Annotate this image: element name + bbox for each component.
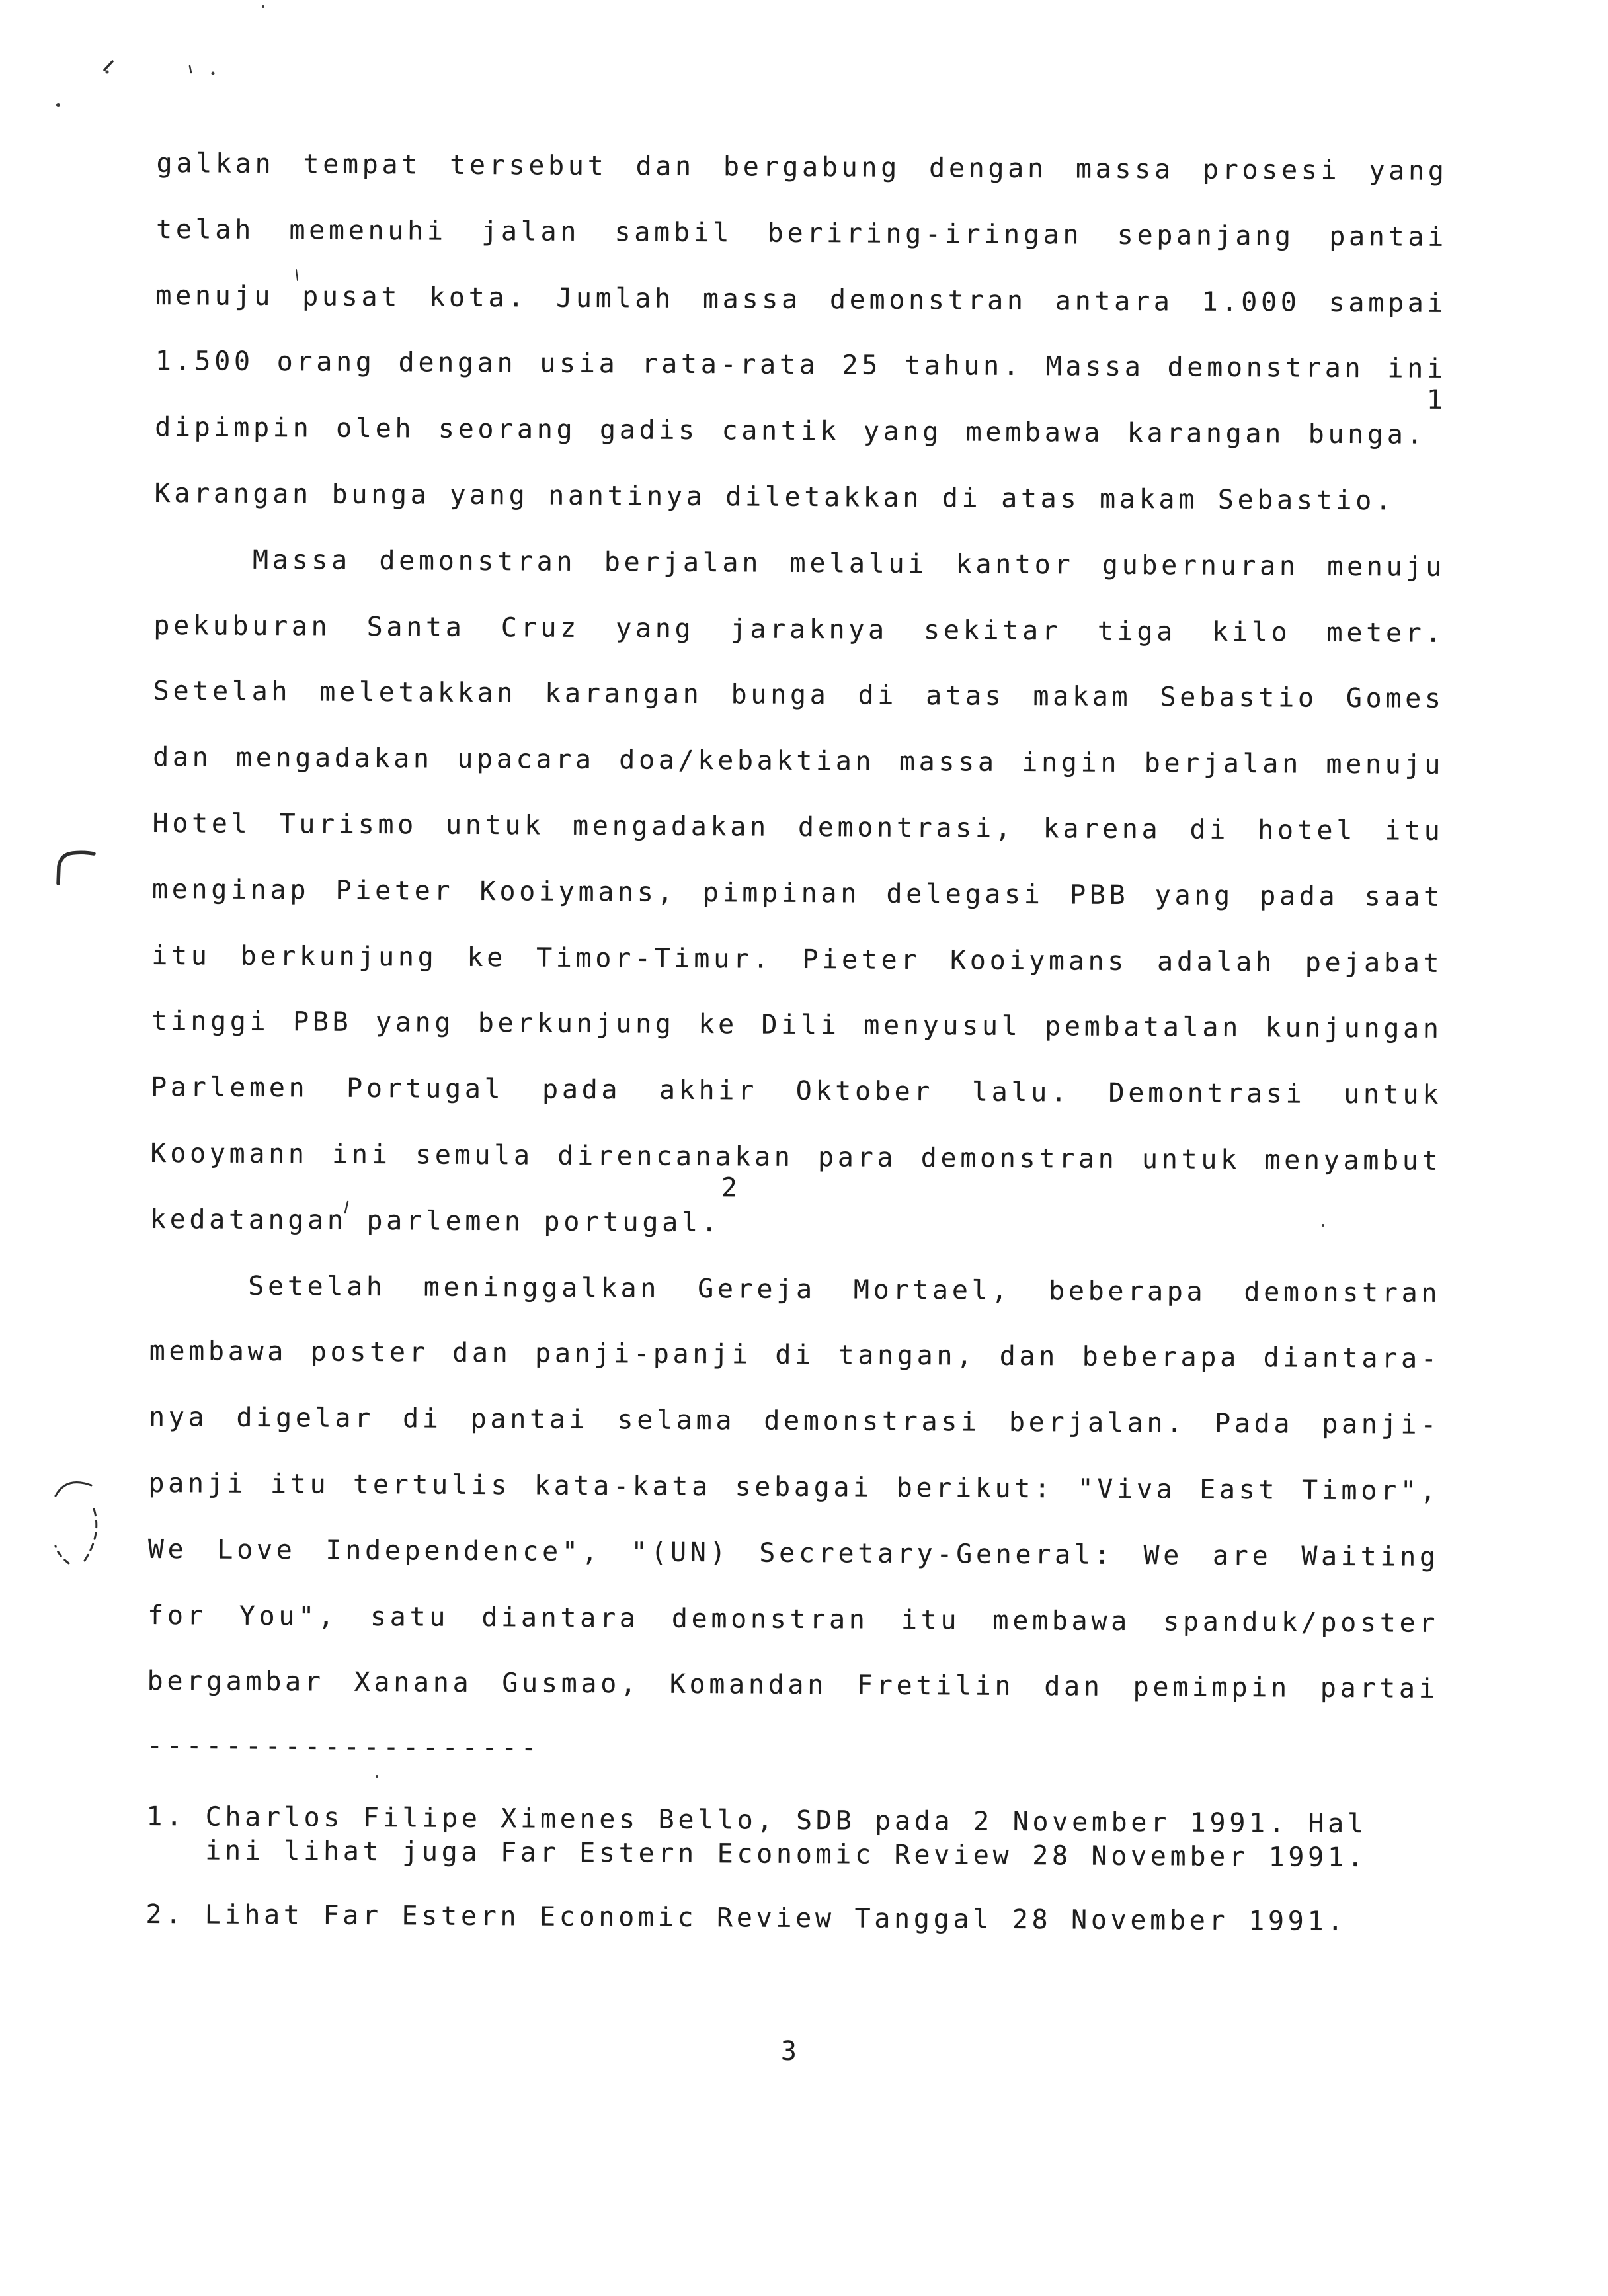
body-line: [149, 1172, 1442, 1261]
footnote-1: [146, 1800, 1438, 1875]
body-line: nya digelar di pantai selama demonstrasi berjalan. Pada panji-: [148, 1402, 1441, 1441]
page-number: 3: [780, 2035, 801, 2067]
footnote-text: [205, 1898, 1347, 1939]
body-line: Karangan bunga yang nantinya diletakkan di atas makam Sebastio.: [154, 477, 1395, 516]
body-line: Setelah meletakkan karangan bunga di atas makam Sebastio Gomes: [153, 676, 1445, 715]
body-line: bergambar Xanana Gusmao, Komandan Fretilin dan pemimpin partai: [147, 1666, 1439, 1705]
body-line: 1.500 orang dengan usia rata-rata 25 tahun. Massa demonstran ini: [155, 346, 1447, 385]
body-line: Hotel Turismo untuk mengadakan demontrasi, karena di hotel itu: [152, 807, 1444, 846]
body-line: We Love Independence", "(UN) Secretary-General: We are Waiting: [147, 1534, 1439, 1573]
body-line: Parlemen Portugal pada akhir Oktober lalu. Demontrasi untuk: [150, 1072, 1443, 1111]
body-line: Setelah meninggalkan Gereja Mortael, beberapa demonstran: [248, 1270, 1441, 1309]
body-line: menginap Pieter Kooiymans, pimpinan delegasi PBB yang pada saat: [151, 874, 1444, 913]
footnote-ref-2: 2: [721, 1172, 741, 1204]
body-line: tinggi PBB yang berkunjung ke Dili menyusul pembatalan kunjungan: [151, 1006, 1443, 1045]
body-line: itu berkunjung ke Timor-Timur. Pieter Kooiymans adalah pejabat: [151, 940, 1443, 979]
body-line: dan mengadakan upacara doa/kebaktian massa ingin berjalan menuju: [153, 742, 1445, 781]
body-line: menuju pusat kota. Jumlah massa demonstran antara 1.000 sampai: [155, 280, 1447, 319]
footnote-line: Lihat Far Estern Economic Review Tanggal 28 November 1991.: [204, 1899, 1347, 1938]
body-line: galkan tempat tersebut dan bergabung dengan massa prosesi yang: [156, 147, 1448, 186]
footnote-2: [145, 1898, 1437, 1940]
body-line: telah memenuhi jalan sambil beriring-iringan sepanjang pantai: [155, 214, 1448, 253]
body-line: membawa poster dan panji-panji di tangan, dan beberapa diantara-: [149, 1336, 1441, 1375]
body-text: [147, 131, 1448, 1723]
footnote-text: [205, 1800, 1367, 1875]
footnote-separator: --------------------: [146, 1730, 541, 1764]
body-line-text: dipimpin oleh seorang gadis cantik yang membawa karangan bunga.: [155, 412, 1427, 450]
footnote-ref-1: 1: [1426, 384, 1447, 416]
body-line: for You", satu diantara demonstran itu membawa spanduk/poster: [147, 1600, 1439, 1639]
body-line: pekuburan Santa Cruz yang jaraknya sekitar tiga kilo meter.: [153, 610, 1445, 649]
footnote-line: Charlos Filipe Ximenes Bello, SDB pada 2 November 1991. Hal: [205, 1801, 1367, 1840]
body-line-text: kedatangan parlemen portugal.: [149, 1204, 721, 1238]
body-line: Kooymann ini semula direncanakan para demonstran untuk menyambut: [150, 1137, 1442, 1176]
footnote-number: 2.: [145, 1899, 186, 1930]
body-line: Massa demonstran berjalan melalui kantor gubernuran menuju: [252, 544, 1446, 583]
body-line: panji itu tertulis kata-kata sebagai berikut: "Viva East Timor",: [148, 1467, 1440, 1506]
footnote-line: ini lihat juga Far Estern Economic Review 28 November 1991.: [205, 1835, 1367, 1873]
footnote-number: 1.: [146, 1801, 186, 1832]
body-line: [155, 384, 1447, 469]
